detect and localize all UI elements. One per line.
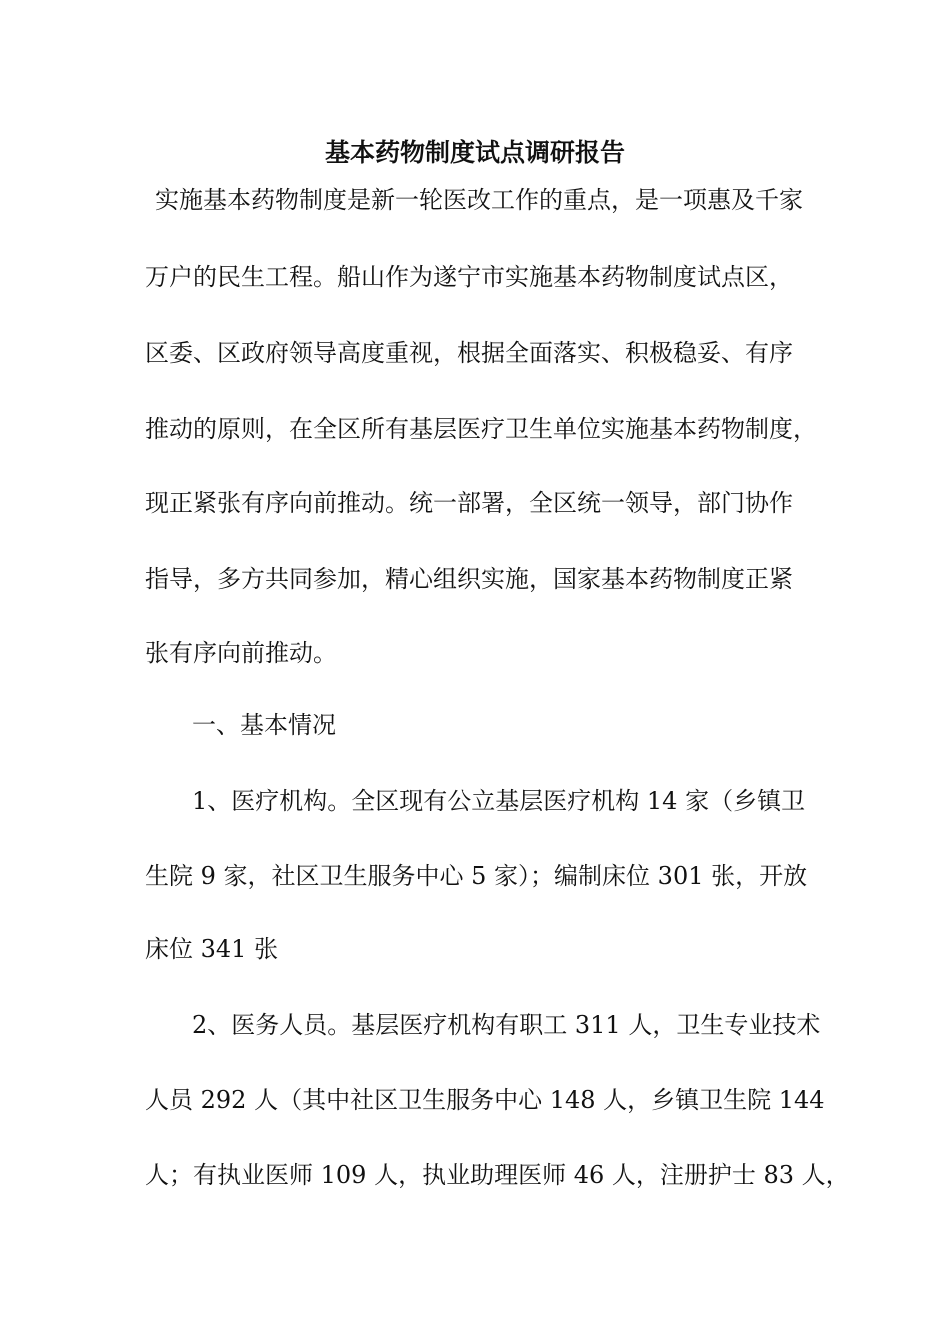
paragraph-intro-line-3: 区委、区政府领导高度重视，根据全面落实、积极稳妥、有序	[145, 339, 793, 367]
paragraph-intro-line-4: 推动的原则，在全区所有基层医疗卫生单位实施基本药物制度，	[145, 415, 817, 443]
paragraph-intro-line-2: 万户的民生工程。船山作为遂宁市实施基本药物制度试点区，	[145, 263, 793, 291]
section-heading-basic-situation: 一、基本情况	[192, 711, 336, 739]
paragraph-medical-institutions-line-2: 生院 9 家，社区卫生服务中心 5 家）；编制床位 301 张，开放	[145, 862, 808, 890]
paragraph-medical-institutions-line-3: 床位 341 张	[145, 935, 279, 963]
paragraph-intro-line-6: 指导，多方共同参加，精心组织实施，国家基本药物制度正紧	[145, 565, 793, 593]
document-title: 基本药物制度试点调研报告	[324, 138, 625, 167]
paragraph-intro-line-7: 张有序向前推动。	[145, 639, 337, 667]
paragraph-medical-staff-line-1: 2、医务人员。基层医疗机构有职工 311 人，卫生专业技术	[192, 1011, 821, 1039]
paragraph-medical-staff-line-3: 人；有执业医师 109 人，执业助理医师 46 人，注册护士 83 人，	[145, 1161, 850, 1189]
paragraph-medical-institutions-line-1: 1、医疗机构。全区现有公立基层医疗机构 14 家（乡镇卫	[192, 787, 806, 815]
paragraph-intro-line-1: 实施基本药物制度是新一轮医改工作的重点，是一项惠及千家	[155, 186, 803, 214]
paragraph-intro-line-5: 现正紧张有序向前推动。统一部署，全区统一领导，部门协作	[145, 489, 793, 517]
paragraph-medical-staff-line-2: 人员 292 人（其中社区卫生服务中心 148 人，乡镇卫生院 144	[145, 1086, 825, 1114]
